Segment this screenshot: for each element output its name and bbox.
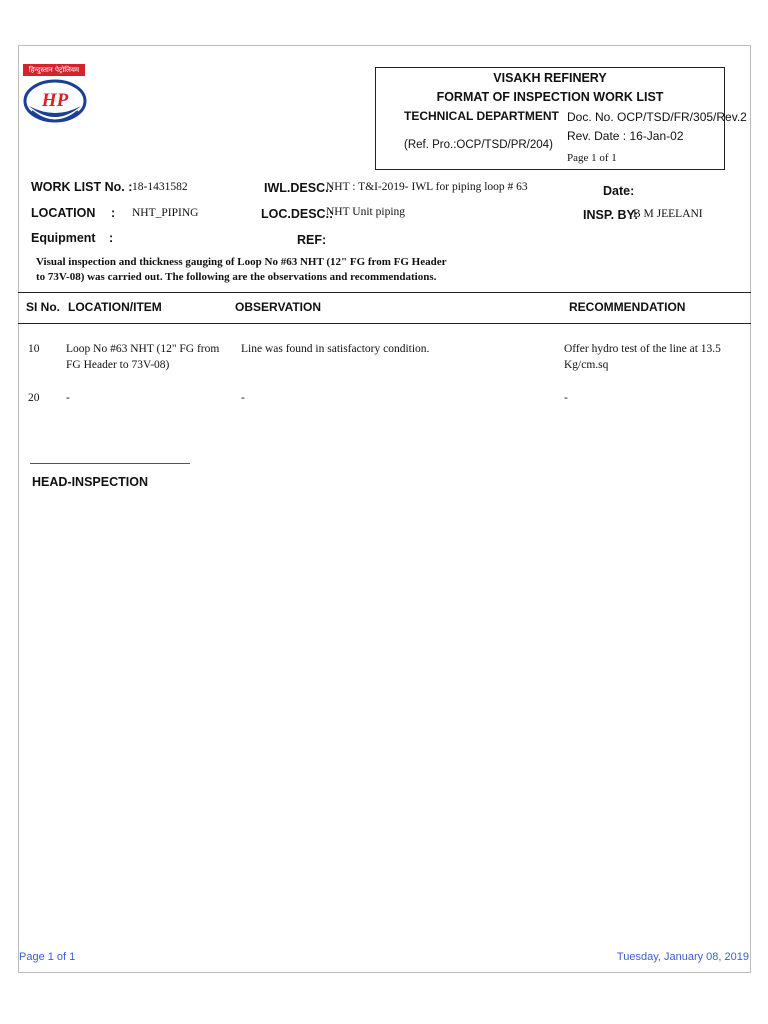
signatory-title: HEAD-INSPECTION: [32, 475, 148, 489]
date-label: Date:: [603, 184, 635, 198]
logo-banner: हिन्दुस्तान पेट्रोलियम: [23, 64, 85, 76]
footer-date: Tuesday, January 08, 2019: [616, 951, 749, 963]
hp-logo: [18, 62, 92, 126]
row-sl-number: 20: [28, 392, 40, 404]
iwl-desc-label: IWL.DESC.:: [264, 181, 333, 195]
footer-page-number: Page 1 of 1: [19, 951, 76, 963]
header-box: [375, 67, 747, 170]
loc-desc-label: LOC.DESC.:: [261, 207, 334, 221]
row-recommendation: -: [564, 392, 568, 404]
format-title: FORMAT OF INSPECTION WORK LIST: [436, 90, 664, 104]
location-label: LOCATION: [31, 206, 96, 220]
iwl-desc-value: NHT : T&I-2019- IWL for piping loop # 63: [326, 181, 528, 193]
row-sl-number: 10: [28, 343, 40, 355]
table-header-rule: [18, 323, 751, 324]
column-header-recommendation: RECOMMENDATION: [569, 300, 686, 314]
logo-wordmark: HP: [41, 90, 69, 111]
ref-label: REF:: [297, 233, 327, 247]
work-list-value: 18-1431582: [132, 181, 188, 193]
insp-by-value: B M JEELANI: [633, 208, 703, 220]
signature-line: [30, 463, 190, 464]
column-header-location: LOCATION/ITEM: [68, 300, 162, 314]
column-header-observation: OBSERVATION: [235, 300, 322, 314]
header-page-number: Page 1 of 1: [567, 152, 617, 164]
row-observation: -: [241, 392, 245, 404]
doc-number: Doc. No. OCP/TSD/FR/305/Rev.2: [567, 110, 747, 124]
location-colon: :: [111, 206, 116, 220]
column-header-sl: SI No.: [26, 300, 61, 314]
row-recommendation: Offer hydro test of the line at 13.5 Kg/cm.sq: [564, 343, 721, 371]
row-observation: Line was found in satisfactory condition.: [241, 343, 430, 355]
work-list-label: WORK LIST No. :: [31, 180, 133, 194]
inspection-summary: Visual inspection and thickness gauging of Loop No #63 NHT (12" FG from FG Header to 73V-08) was carried out. The following are the observations and recommendations.: [36, 256, 447, 283]
ref-procedure: (Ref. Pro.:OCP/TSD/PR/204): [404, 139, 553, 151]
department: TECHNICAL DEPARTMENT: [404, 109, 559, 123]
row-location: -: [66, 392, 70, 404]
equipment-colon: :: [109, 231, 114, 245]
equipment-label: Equipment: [31, 231, 96, 245]
org-title: VISAKH REFINERY: [493, 71, 607, 85]
loc-desc-value: NHT Unit piping: [326, 206, 406, 218]
insp-by-label: INSP. BY:: [583, 208, 639, 222]
row-location: Loop No #63 NHT (12" FG from FG Header to 73V-08): [66, 343, 220, 371]
hp-logo-mark: [18, 62, 92, 126]
location-value: NHT_PIPING: [132, 207, 199, 219]
table-top-rule: [18, 292, 751, 293]
rev-date: Rev. Date : 16-Jan-02: [567, 129, 684, 143]
